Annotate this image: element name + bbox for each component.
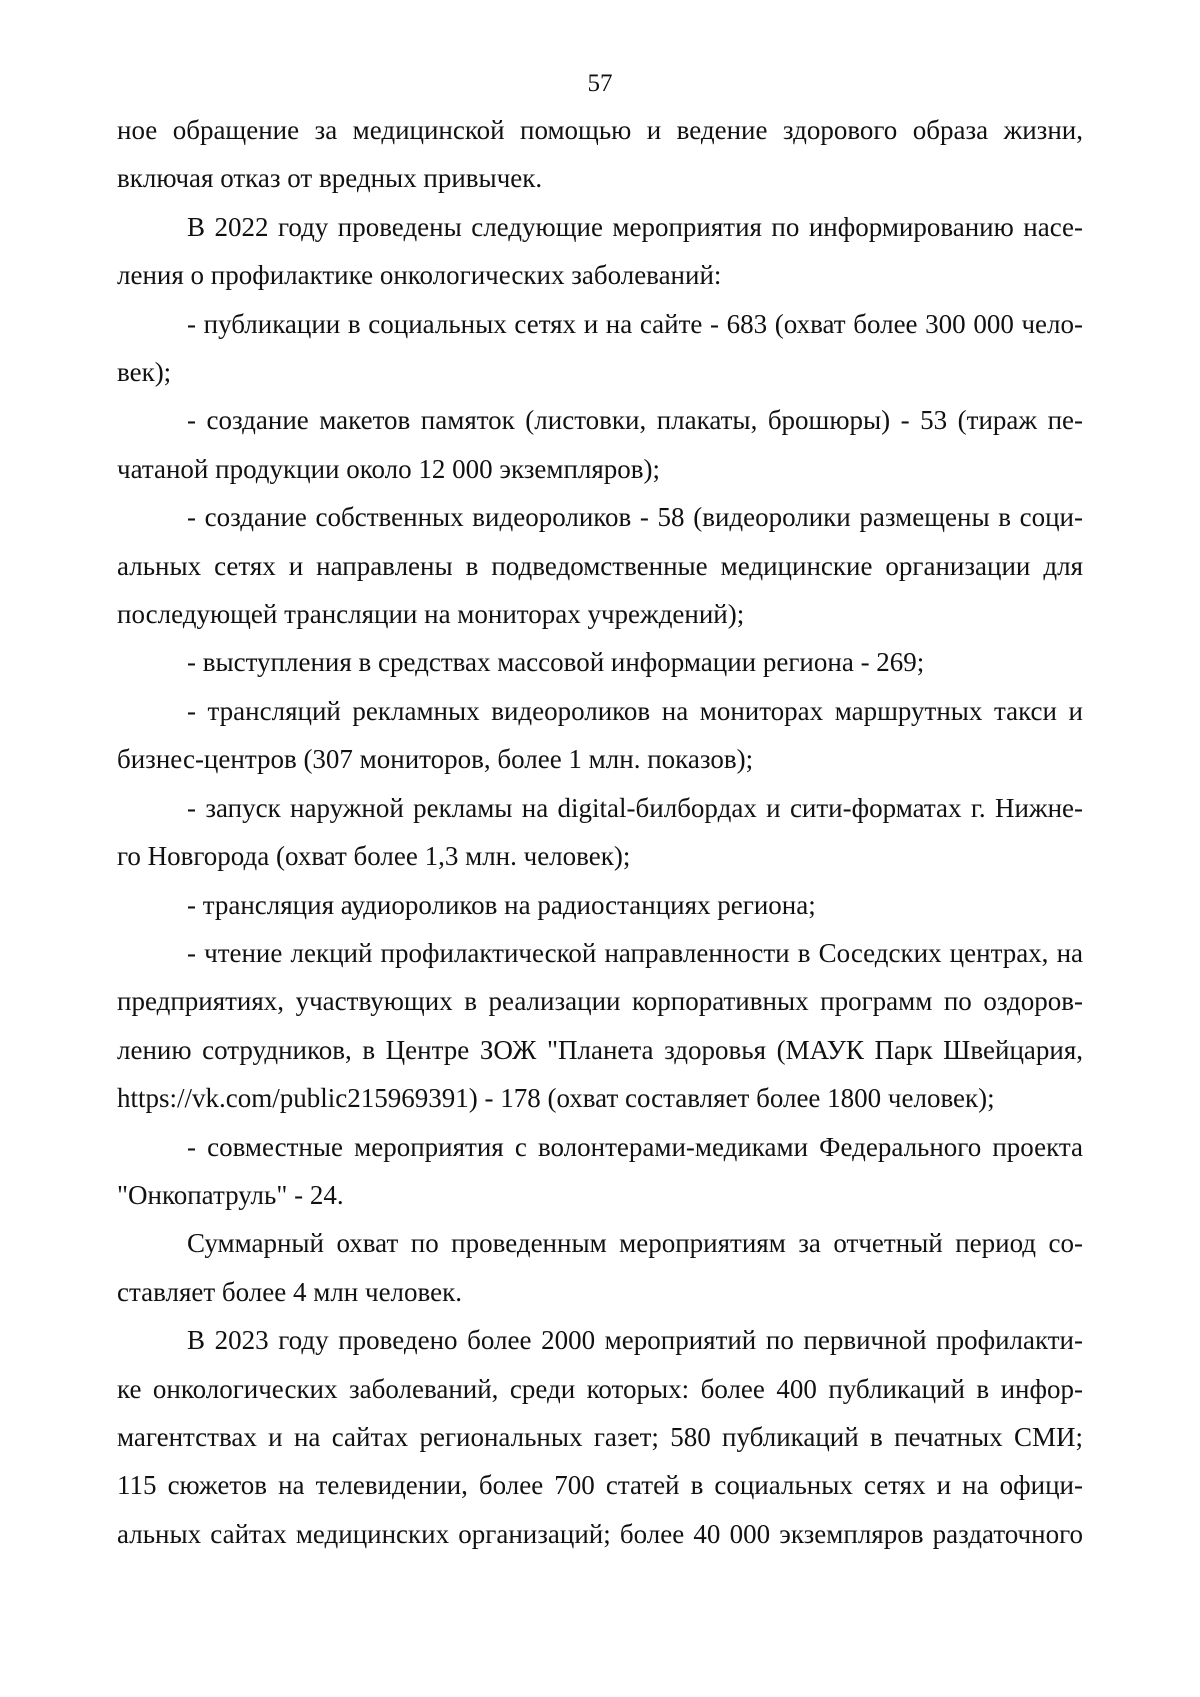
paragraph <box>117 1123 1083 1220</box>
text-line: го Новгорода (охват более 1,3 млн. человек); <box>117 841 631 872</box>
text-line: альных сетях и направлены в подведомственные медицинские организации для <box>117 550 1083 581</box>
text-line: - чтение лекций профилактической направленности в Соседских центрах, на <box>187 937 1083 968</box>
text-line: В 2022 году проведены следующие мероприятия по информированию насе- <box>187 211 1083 242</box>
document-page <box>117 0 1083 1697</box>
text-line: ке онкологических заболеваний, среди которых: более 400 публикаций в инфор- <box>117 1373 1083 1404</box>
text-line: включая отказ от вредных привычек. <box>117 163 543 194</box>
paragraph <box>117 493 1083 638</box>
text-line: - трансляций рекламных видеороликов на мониторах маршрутных такси и <box>187 695 1083 726</box>
paragraph <box>117 881 1083 929</box>
text-line: бизнес-центров (307 мониторов, более 1 млн. показов); <box>117 744 754 775</box>
page-number: 57 <box>587 70 613 97</box>
paragraph <box>117 1219 1083 1316</box>
text-line: В 2023 году проведено более 2000 мероприятий по первичной профилакти- <box>187 1325 1083 1356</box>
paragraph <box>117 300 1083 397</box>
text-line: век); <box>117 357 172 388</box>
text-line: - публикации в социальных сетях и на сайте - 683 (охват более 300 000 чело- <box>187 308 1083 339</box>
paragraph <box>117 929 1083 1123</box>
paragraph <box>117 1316 1083 1558</box>
text-line: ное обращение за медицинской помощью и ведение здорового образа жизни, <box>117 115 1083 145</box>
text-line: - создание макетов памяток (листовки, плакаты, брошюры) - 53 (тираж пе- <box>187 405 1083 436</box>
text-line: 115 сюжетов на телевидении, более 700 статей в социальных сетях и на офици- <box>117 1470 1083 1501</box>
text-line: "Онкопатруль" - 24. <box>117 1179 344 1210</box>
text-line: https://vk.com/public215969391) - 178 (охват составляет более 1800 человек); <box>117 1083 995 1114</box>
text-line: ления о профилактике онкологических заболеваний: <box>117 260 722 291</box>
paragraph <box>117 638 1083 686</box>
document-body <box>117 106 1083 1558</box>
text-line: - совместные мероприятия с волонтерами-медиками Федерального проекта <box>187 1131 1083 1162</box>
text-line: магентствах и на сайтах региональных газет; 580 публикаций в печатных СМИ; <box>117 1421 1083 1452</box>
text-line: предприятиях, участвующих в реализации корпоративных программ по оздоров- <box>117 986 1083 1017</box>
text-line: ставляет более 4 млн человек. <box>117 1276 462 1307</box>
paragraph <box>117 203 1083 300</box>
text-line: Суммарный охват по проведенным мероприятиям за отчетный период со- <box>187 1228 1083 1259</box>
text-line: - создание собственных видеороликов - 58 (видеоролики размещены в соци- <box>187 502 1083 533</box>
text-line: лению сотрудников, в Центре ЗОЖ "Планета здоровья (МАУК Парк Швейцария, <box>117 1034 1083 1065</box>
text-line: последующей трансляции на мониторах учреждений); <box>117 599 745 630</box>
text-line: - запуск наружной рекламы на digital-билбордах и сити-форматах г. Нижне- <box>187 792 1083 823</box>
paragraph <box>117 396 1083 493</box>
paragraph <box>117 106 1083 203</box>
text-line: - выступления в средствах массовой информации региона - 269; <box>187 647 925 678</box>
paragraph <box>117 687 1083 784</box>
paragraph <box>117 784 1083 881</box>
text-line: - трансляция аудиороликов на радиостанциях региона; <box>187 889 816 920</box>
text-line: альных сайтах медицинских организаций; более 40 000 экземпляров раздаточного <box>117 1518 1083 1549</box>
text-line: чатаной продукции около 12 000 экземпляров); <box>117 453 661 484</box>
